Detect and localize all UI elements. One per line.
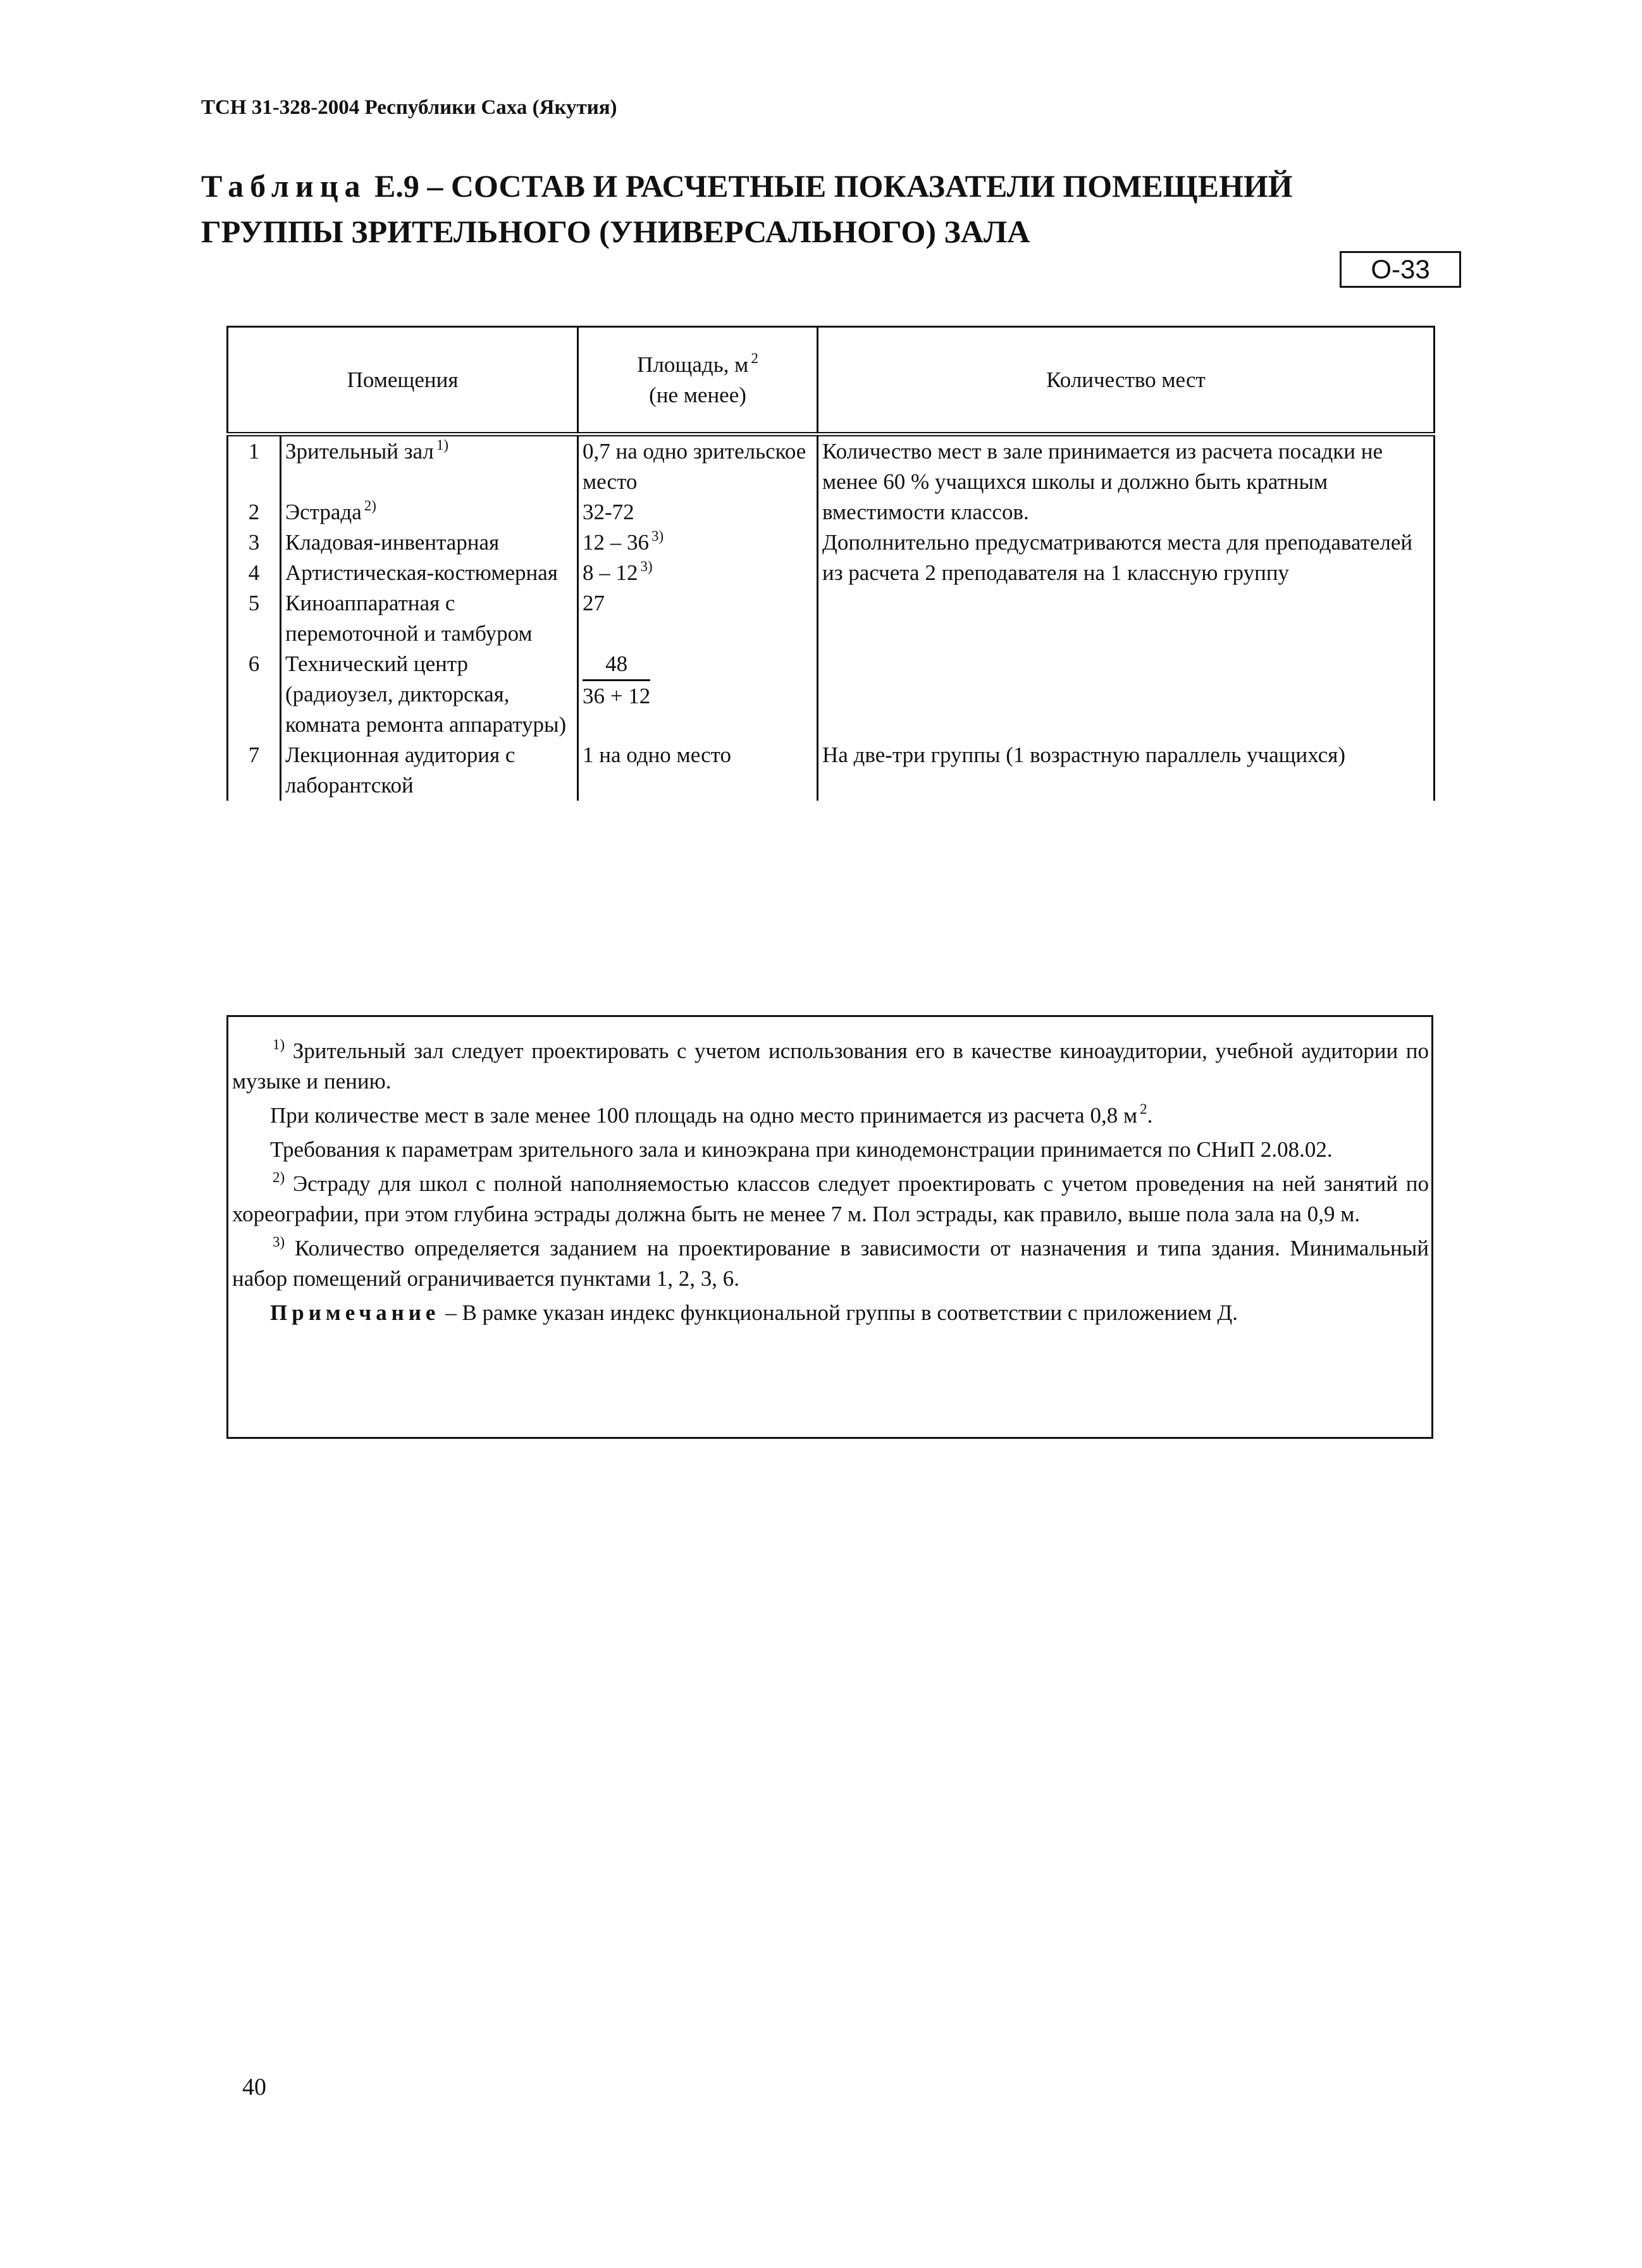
row-room-name: Киноаппаратная с перемоточной и тамбуром <box>281 588 578 649</box>
table-title-line1: Е.9 – СОСТАВ И РАСЧЕТНЫЕ ПОКАЗАТЕЛИ ПОМЕЩЕНИЙ <box>366 168 1293 204</box>
row-room-name: Кладовая-инвентарная <box>281 527 578 558</box>
row-seats: Количество мест в зале принимается из расчета посадки не менее 60 % учащихся школы и должно быть кратным вместимости классов. Дополнительно предусматриваются места для преподавателей из расчета 2 преподавателя на 1 классную группу <box>818 434 1435 741</box>
row-number: 2 <box>228 497 281 527</box>
page-number: 40 <box>242 2074 266 2100</box>
area-unit-sup: 2 <box>751 350 758 366</box>
row-room-name: Эстрада $^{2)}$ <box>281 497 578 527</box>
row-area: 12 – 36 $^{3)}$ <box>578 527 818 558</box>
header-area: Площадь, м $^2$ (не менее) <box>578 327 818 434</box>
row-seats: На две-три группы (1 возрастную параллель учащихся) <box>818 740 1435 801</box>
table-row <box>228 434 1435 498</box>
row-number: 5 <box>228 588 281 649</box>
header-rooms: Помещения <box>228 327 578 434</box>
table-title-label: Таблица <box>201 168 367 204</box>
row-area: 1 на одно место <box>578 740 818 801</box>
document-header: ТСН 31-328-2004 Республики Саха (Якутия) <box>201 96 617 119</box>
row-area: 0,7 на одно зрительское место <box>578 434 818 498</box>
row-room-name: Зрительный зал $^{1)}$ <box>281 434 578 498</box>
row-number: 1 <box>228 434 281 498</box>
footnotes-box <box>226 1015 1433 1439</box>
footnote-2: $^{2)}$ Эстраду для школ с полной наполняемостью классов следует проектировать с учетом проведения на ней занятий по хореографии, при этом глубина эстрады должна быть не менее 7 м. Пол эстрады, как правило, выше пола зала на 0,9 м. <box>232 1169 1429 1226</box>
area-fraction: $\frac{48}{36 + 12}$ <box>583 649 650 712</box>
row-area: 27 <box>578 588 818 649</box>
footnote-3: $^{3)}$ Количество определяется заданием на проектирование в зависимости от назначения и типа здания. Минимальный набор помещений ограничивается пунктами 1, 2, 3, 6. <box>232 1234 1429 1291</box>
table-header-row <box>228 327 1435 434</box>
row-area: 8 – 12 $^{3)}$ <box>578 558 818 588</box>
row-room-name: Артистическая-костюмерная <box>281 558 578 588</box>
row-area: 32-72 <box>578 497 818 527</box>
table-row <box>228 740 1435 801</box>
footnote-1: $^{1)}$ Зрительный зал следует проектировать с учетом использования его в качестве киноаудитории, учебной аудитории по музыке и пению. <box>232 1037 1429 1094</box>
row-number: 3 <box>228 527 281 558</box>
note: Примечание – В рамке указан индекс функциональной группы в соответствии с приложением Д. <box>270 1300 1238 1325</box>
header-seats: Количество мест <box>818 327 1435 434</box>
footnote-1-requirements: Требования к параметрам зрительного зала и киноэкрана при кинодемонстрации принимается по СНиП 2.08.02. <box>270 1137 1333 1162</box>
row-area <box>578 649 818 740</box>
row-room-name: Лекционная аудитория с лаборантской <box>281 740 578 801</box>
group-index-box: О-33 <box>1340 251 1461 288</box>
table-title <box>201 163 1466 254</box>
row-number: 6 <box>228 649 281 740</box>
row-number: 7 <box>228 740 281 801</box>
row-number: 4 <box>228 558 281 588</box>
footnote-1-area: При количестве мест в зале менее 100 площадь на одно место принимается из расчета 0,8 м $^2$. <box>270 1101 1153 1128</box>
row-room-name: Технический центр (радиоузел, дикторская, комната ремонта аппаратуры) <box>281 649 578 740</box>
table-title-line2: ГРУППЫ ЗРИТЕЛЬНОГО (УНИВЕРСАЛЬНОГО) ЗАЛА <box>201 214 1030 249</box>
rooms-table <box>226 326 1435 801</box>
